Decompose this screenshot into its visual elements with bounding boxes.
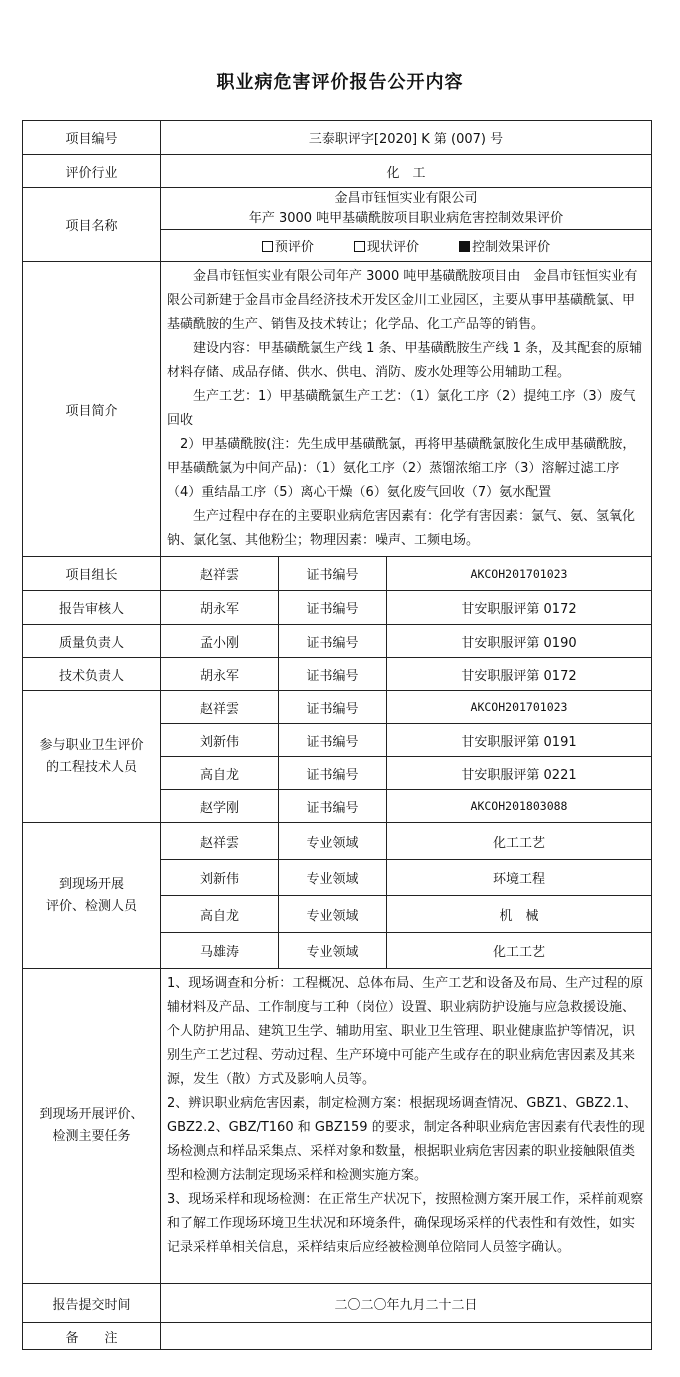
cert-label: 证书编号	[279, 625, 387, 658]
checkbox-icon	[262, 241, 273, 252]
label-quality: 质量负责人	[23, 625, 161, 658]
cert-number: 甘安职服评第 0191	[387, 724, 652, 757]
label-reviewer: 报告审核人	[23, 591, 161, 625]
row-intro	[23, 262, 652, 557]
label-technical: 技术负责人	[23, 658, 161, 691]
row-project-name	[23, 188, 652, 230]
cert-number: AKCOH201701023	[387, 557, 652, 591]
value-tasks	[161, 969, 652, 1284]
intro-paragraph: 金昌市钰恒实业有限公司年产 3000 吨甲基磺酰胺项目由 金昌市钰恒实业有限公司新建于金昌市金昌经济技术开发区金川工业园区，主要从事甲基磺酰氯、甲基磺酰胺的生产、销售及技术转让；化学品、化工产品等的销售。	[167, 269, 638, 332]
cert-label: 证书编号	[279, 658, 387, 691]
cert-label: 证书编号	[279, 757, 387, 790]
row-remarks	[23, 1323, 652, 1350]
person-name: 赵祥雲	[161, 557, 279, 591]
cert-label: 证书编号	[279, 591, 387, 625]
field-label: 专业领域	[279, 860, 387, 896]
value-project-name	[161, 188, 652, 230]
option-control-evaluation[interactable]: 控制效果评价	[459, 236, 550, 255]
person-name: 高自龙	[161, 757, 279, 790]
evaluation-type-options	[161, 230, 652, 262]
task-item: 1、现场调查和分析：工程概况、总体布局、生产工艺和设备及布局、生产过程的原辅材料及产品、工作制度与工种（岗位）设置、职业病防护设施与应急救援设施、个人防护用品、建筑卫生学、辅助用室、职业卫生管理、职业健康监护等情况，识别生产工艺过程、劳动过程、生产环境中可能产生或存在的职业病危害因素及其来源，发生（散）方式及影响人员等。	[167, 976, 644, 1087]
field-value: 机 械	[387, 896, 652, 933]
field-label: 专业领域	[279, 933, 387, 969]
intro-paragraph: 建设内容：甲基磺酰氯生产线 1 条、甲基磺酰胺生产线 1 条，及其配套的原辅材料存储、成品存储、供水、供电、消防、废水处理等公用辅助工程。	[167, 341, 643, 380]
option-pre-evaluation[interactable]: 预评价	[262, 236, 314, 255]
label-submit-time: 报告提交时间	[23, 1284, 161, 1323]
row-tasks	[23, 969, 652, 1284]
person-name: 赵学刚	[161, 790, 279, 823]
task-item: 3、现场采样和现场检测：在正常生产状况下，按照检测方案开展工作，采样前观察和了解工作现场环境卫生状况和环境条件，确保现场采样的代表性和有效性，如实记录采样单相关信息，采样结束后应经被检测单位陪同人员签字确认。	[167, 1192, 644, 1255]
label-project-no: 项目编号	[23, 121, 161, 155]
person-name: 胡永军	[161, 591, 279, 625]
label-onsite: 到现场开展 评价、检测人员	[23, 823, 161, 969]
company-name: 金昌市钰恒实业有限公司	[334, 190, 478, 206]
intro-paragraph: 生产工艺：1）甲基磺酰氯生产工艺：（1）氯化工序（2）提纯工序（3）废气回收	[167, 389, 636, 428]
cert-number: AKCOH201803088	[387, 790, 652, 823]
cert-label: 证书编号	[279, 790, 387, 823]
label-leader: 项目组长	[23, 557, 161, 591]
project-full-name: 年产 3000 吨甲基磺酰胺项目职业病危害控制效果评价	[248, 210, 564, 226]
cert-number: 甘安职服评第 0221	[387, 757, 652, 790]
cert-label: 证书编号	[279, 691, 387, 724]
label-intro: 项目简介	[23, 262, 161, 557]
checkbox-icon	[354, 241, 365, 252]
person-name: 赵祥雲	[161, 691, 279, 724]
field-label: 专业领域	[279, 896, 387, 933]
intro-paragraph: 2）甲基磺酰胺(注：先生成甲基磺酰氯，再将甲基磺酰氯胺化生成甲基磺酰胺，甲基磺酰氯为中间产品)：（1）氨化工序（2）蒸馏浓缩工序（3）溶解过滤工序（4）重结晶工序（5）离心干燥（6）氨化废气回收（7）氨水配置	[167, 437, 636, 500]
checkbox-checked-icon	[459, 241, 470, 252]
label-tasks: 到现场开展评价、 检测主要任务	[23, 969, 161, 1284]
field-value: 化工工艺	[387, 823, 652, 860]
field-label: 专业领域	[279, 823, 387, 860]
cert-label: 证书编号	[279, 724, 387, 757]
field-value: 环境工程	[387, 860, 652, 896]
document-title: 职业病危害评价报告公开内容	[216, 72, 464, 93]
person-name: 胡永军	[161, 658, 279, 691]
label-project-name: 项目名称	[23, 188, 161, 262]
row-onsite	[23, 823, 652, 860]
field-value: 化工工艺	[387, 933, 652, 969]
row-reviewer	[23, 591, 652, 625]
task-item: 2、辨识职业病危害因素，制定检测方案：根据现场调查情况、GBZ1、GBZ2.1、GBZ2.2、GBZ/T160 和 GBZ159 的要求，制定各种职业病危害因素有代表性的现场检测点和样品采集点、采样对象和数量，根据职业病危害因素的职业接触限值类型和检测方法制定现场采样和检测实施方案。	[167, 1096, 645, 1183]
label-industry: 评价行业	[23, 155, 161, 188]
row-industry	[23, 155, 652, 188]
row-project-no	[23, 121, 652, 155]
person-name: 高自龙	[161, 896, 279, 933]
row-technical	[23, 658, 652, 691]
row-engineer	[23, 691, 652, 724]
label-remarks: 备 注	[23, 1323, 161, 1350]
cert-label: 证书编号	[279, 557, 387, 591]
person-name: 刘新伟	[161, 724, 279, 757]
value-project-no: 三泰职评字[2020] K 第 (007) 号	[161, 121, 652, 155]
label-engineers: 参与职业卫生评价 的工程技术人员	[23, 691, 161, 823]
value-industry: 化 工	[161, 155, 652, 188]
cert-number: 甘安职服评第 0190	[387, 625, 652, 658]
option-current-evaluation[interactable]: 现状评价	[354, 236, 419, 255]
person-name: 刘新伟	[161, 860, 279, 896]
row-submit-time	[23, 1284, 652, 1323]
value-intro	[161, 262, 652, 557]
value-remarks	[161, 1323, 652, 1350]
row-quality	[23, 625, 652, 658]
intro-paragraph: 生产过程中存在的主要职业病危害因素有：化学有害因素：氯气、氨、氢氧化钠、氯化氢、其他粉尘；物理因素：噪声、工频电场。	[167, 509, 636, 548]
cert-number: AKCOH201701023	[387, 691, 652, 724]
disclosure-table	[22, 120, 652, 1350]
value-submit-time: 二〇二〇年九月二十二日	[161, 1284, 652, 1323]
cert-number: 甘安职服评第 0172	[387, 591, 652, 625]
person-name: 马雄涛	[161, 933, 279, 969]
cert-number: 甘安职服评第 0172	[387, 658, 652, 691]
person-name: 赵祥雲	[161, 823, 279, 860]
person-name: 孟小刚	[161, 625, 279, 658]
row-leader	[23, 557, 652, 591]
